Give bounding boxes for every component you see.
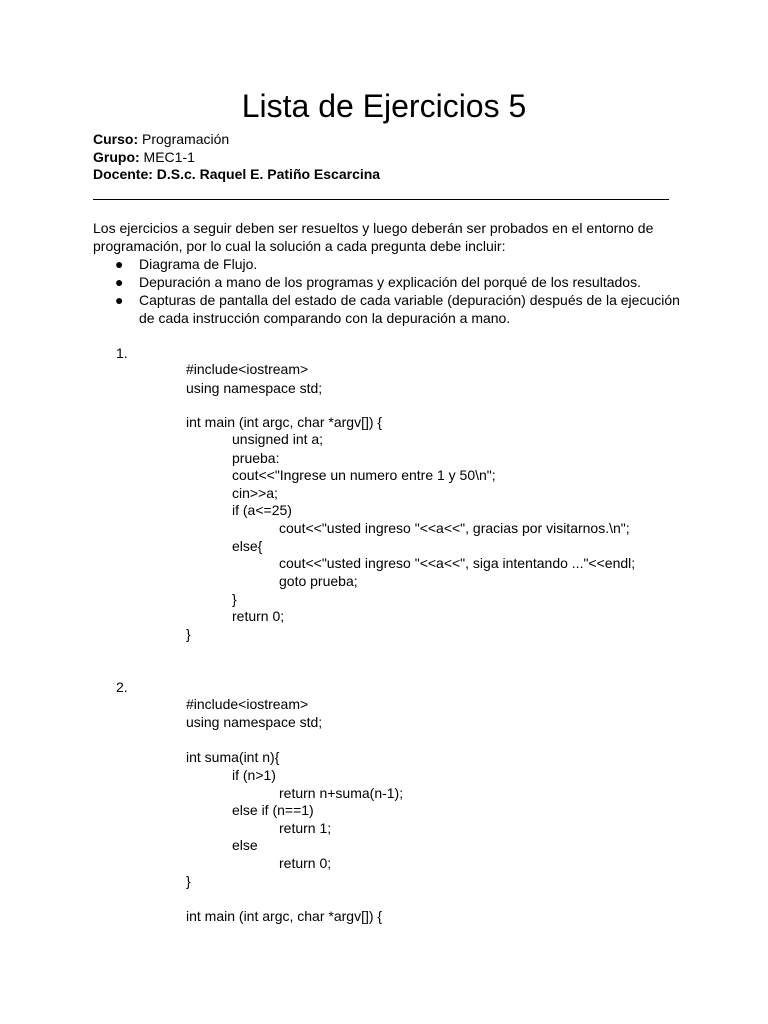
teacher-line: Docente: D.S.c. Raquel E. Patiño Escarcina [93, 166, 381, 182]
code-line: else if (n==1) [232, 802, 314, 818]
code-line: int main (int argc, char *argv[]) { [186, 908, 383, 924]
code-line: } [232, 591, 237, 607]
list-item [93, 273, 683, 291]
code-line: return 1; [279, 820, 332, 836]
bullet-icon: ● [115, 256, 124, 272]
code-line: if (a<=25) [232, 502, 292, 518]
code-line: unsigned int a; [232, 431, 324, 447]
code-line: else [232, 837, 258, 853]
code-line: return n+suma(n-1); [279, 785, 404, 801]
code-line: using namespace std; [186, 714, 323, 730]
list-item [93, 291, 683, 327]
list-item [93, 255, 683, 273]
intro-paragraph: Los ejercicios a seguir deben ser resueltos y luego deberán ser probados en el entorno de programación, por lo cual la solución a cada pregunta debe incluir: [93, 220, 654, 254]
group-value: MEC1-1 [143, 149, 195, 165]
code-line: cout<<"Ingrese un numero entre 1 y 50\n"; [232, 467, 496, 483]
bullet-icon: ● [115, 274, 124, 290]
list-item-text: Depuración a mano de los programas y explicación del porqué de los resultados. [139, 274, 641, 290]
code-line: cout<<"usted ingreso "<<a<<", gracias por visitarnos.\n"; [279, 520, 630, 536]
code-line: if (n>1) [232, 767, 276, 783]
requirements-list [93, 255, 683, 327]
code-line: goto prueba; [279, 573, 358, 589]
course-line [93, 131, 229, 148]
list-item-text: Capturas de pantalla del estado de cada variable (depuración) después de la ejecución de cada instrucción comparando con la depuración a mano. [139, 292, 680, 326]
exercise-number: 1. [116, 345, 128, 361]
bullet-icon: ● [115, 292, 124, 308]
code-line: return 0; [232, 608, 285, 624]
code-line: return 0; [279, 855, 332, 871]
code-line: else{ [232, 538, 263, 554]
group-label: Grupo: [93, 149, 140, 165]
code-line: int suma(int n){ [186, 749, 280, 765]
code-line: cout<<"usted ingreso "<<a<<", siga intentando ..."<<endl; [279, 555, 636, 571]
exercise-number: 2. [116, 679, 128, 695]
code-line: using namespace std; [186, 380, 323, 396]
code-line: int main (int argc, char *argv[]) { [186, 414, 383, 430]
code-line: prueba: [232, 450, 280, 466]
list-item-text: Diagrama de Flujo. [139, 256, 258, 272]
group-line [93, 149, 195, 166]
code-line: #include<iostream> [186, 696, 309, 712]
course-label: Curso: [93, 131, 139, 147]
code-line: } [186, 873, 191, 889]
course-value: Programación [142, 131, 230, 147]
horizontal-rule [93, 199, 669, 200]
document-title: Lista de Ejercicios 5 [241, 88, 527, 124]
code-line: } [186, 626, 191, 642]
code-line: #include<iostream> [186, 361, 309, 377]
code-line: cin>>a; [232, 485, 278, 501]
